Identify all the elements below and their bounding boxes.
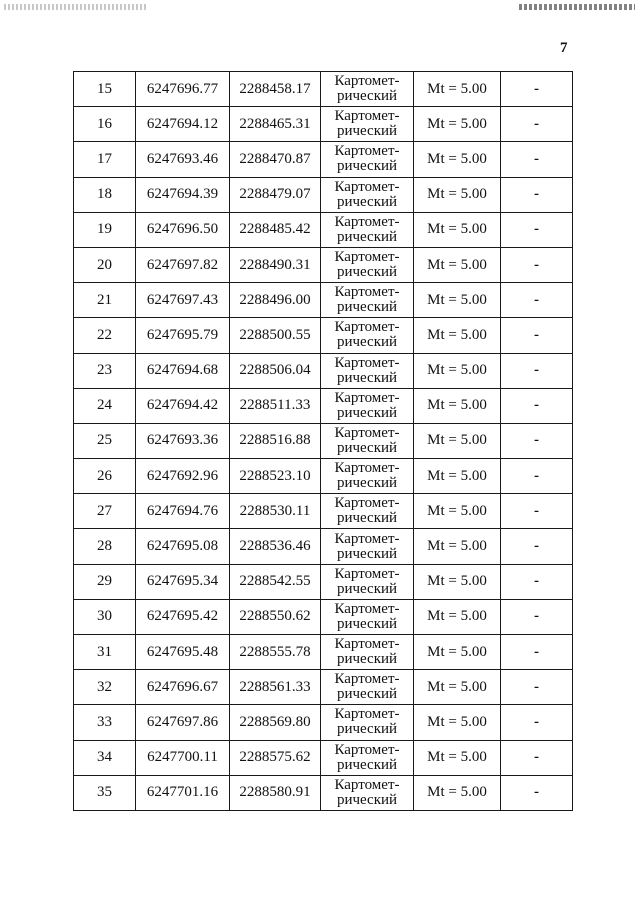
method-cell (321, 529, 414, 564)
table-row (74, 423, 573, 458)
method-line-1: Картомет- (334, 249, 400, 266)
x-coordinate-cell: 6247694.68 (136, 353, 230, 388)
accuracy-cell: Mt = 5.00 (414, 670, 501, 705)
x-coordinate-cell: 6247696.67 (136, 670, 230, 705)
point-number-cell: 26 (74, 459, 136, 494)
page-number: 7 (560, 40, 568, 56)
accuracy-cell: Mt = 5.00 (414, 635, 501, 670)
method-cell (321, 72, 414, 107)
table-row (74, 599, 573, 634)
method-cell (321, 775, 414, 810)
note-cell: - (501, 107, 573, 142)
x-coordinate-cell: 6247692.96 (136, 459, 230, 494)
method-line-2: рический (336, 721, 398, 738)
y-coordinate-cell: 2288511.33 (230, 388, 321, 423)
y-coordinate-cell: 2288569.80 (230, 705, 321, 740)
method-line-2: рический (336, 651, 398, 668)
note-cell: - (501, 388, 573, 423)
method-cell (321, 423, 414, 458)
method-line-2: рический (336, 299, 398, 316)
scan-header-artifact-right (519, 4, 635, 10)
method-line-2: рический (336, 439, 398, 456)
method-cell (321, 142, 414, 177)
point-number-cell: 23 (74, 353, 136, 388)
note-cell: - (501, 142, 573, 177)
table-row (74, 388, 573, 423)
method-cell (321, 283, 414, 318)
note-cell: - (501, 740, 573, 775)
method-cell (321, 670, 414, 705)
note-cell: - (501, 670, 573, 705)
method-line-2: рический (336, 510, 398, 527)
method-line-2: рический (336, 369, 398, 386)
y-coordinate-cell: 2288465.31 (230, 107, 321, 142)
note-cell: - (501, 353, 573, 388)
method-line-1: Картомет- (334, 565, 400, 582)
y-coordinate-cell: 2288516.88 (230, 423, 321, 458)
method-line-1: Картомет- (334, 108, 400, 125)
table-row (74, 705, 573, 740)
accuracy-cell: Mt = 5.00 (414, 107, 501, 142)
x-coordinate-cell: 6247697.43 (136, 283, 230, 318)
point-number-cell: 35 (74, 775, 136, 810)
note-cell: - (501, 177, 573, 212)
point-number-cell: 30 (74, 599, 136, 634)
method-cell (321, 740, 414, 775)
y-coordinate-cell: 2288496.00 (230, 283, 321, 318)
method-cell (321, 247, 414, 282)
y-coordinate-cell: 2288536.46 (230, 529, 321, 564)
method-line-2: рический (336, 228, 398, 245)
note-cell: - (501, 72, 573, 107)
point-number-cell: 17 (74, 142, 136, 177)
method-line-1: Картомет- (334, 389, 400, 406)
method-line-2: рический (336, 756, 398, 773)
x-coordinate-cell: 6247694.76 (136, 494, 230, 529)
coordinates-table (73, 71, 573, 811)
note-cell: - (501, 635, 573, 670)
method-line-2: рический (336, 123, 398, 140)
point-number-cell: 27 (74, 494, 136, 529)
accuracy-cell: Mt = 5.00 (414, 494, 501, 529)
method-cell (321, 494, 414, 529)
method-cell (321, 353, 414, 388)
table-row (74, 212, 573, 247)
method-line-1: Картомет- (334, 460, 400, 477)
method-cell (321, 635, 414, 670)
note-cell: - (501, 459, 573, 494)
x-coordinate-cell: 6247695.42 (136, 599, 230, 634)
method-line-1: Картомет- (334, 671, 400, 688)
method-line-1: Картомет- (334, 178, 400, 195)
note-cell: - (501, 247, 573, 282)
method-cell (321, 107, 414, 142)
point-number-cell: 21 (74, 283, 136, 318)
accuracy-cell: Mt = 5.00 (414, 247, 501, 282)
table-row (74, 635, 573, 670)
note-cell: - (501, 212, 573, 247)
x-coordinate-cell: 6247697.86 (136, 705, 230, 740)
x-coordinate-cell: 6247693.36 (136, 423, 230, 458)
method-cell (321, 318, 414, 353)
accuracy-cell: Mt = 5.00 (414, 740, 501, 775)
accuracy-cell: Mt = 5.00 (414, 599, 501, 634)
accuracy-cell: Mt = 5.00 (414, 177, 501, 212)
method-cell (321, 599, 414, 634)
note-cell: - (501, 529, 573, 564)
method-line-1: Картомет- (334, 741, 400, 758)
method-line-2: рический (336, 615, 398, 632)
x-coordinate-cell: 6247695.79 (136, 318, 230, 353)
method-line-1: Картомет- (334, 706, 400, 723)
accuracy-cell: Mt = 5.00 (414, 423, 501, 458)
accuracy-cell: Mt = 5.00 (414, 142, 501, 177)
method-line-1: Картомет- (334, 636, 400, 653)
method-cell (321, 177, 414, 212)
y-coordinate-cell: 2288458.17 (230, 72, 321, 107)
y-coordinate-cell: 2288542.55 (230, 564, 321, 599)
method-line-2: рический (336, 475, 398, 492)
table-row (74, 142, 573, 177)
x-coordinate-cell: 6247697.82 (136, 247, 230, 282)
table-row (74, 247, 573, 282)
note-cell: - (501, 283, 573, 318)
method-cell (321, 388, 414, 423)
point-number-cell: 29 (74, 564, 136, 599)
y-coordinate-cell: 2288506.04 (230, 353, 321, 388)
method-line-1: Картомет- (334, 319, 400, 336)
y-coordinate-cell: 2288580.91 (230, 775, 321, 810)
point-number-cell: 32 (74, 670, 136, 705)
y-coordinate-cell: 2288555.78 (230, 635, 321, 670)
accuracy-cell: Mt = 5.00 (414, 283, 501, 318)
point-number-cell: 28 (74, 529, 136, 564)
method-line-2: рический (336, 158, 398, 175)
x-coordinate-cell: 6247695.08 (136, 529, 230, 564)
note-cell: - (501, 705, 573, 740)
point-number-cell: 33 (74, 705, 136, 740)
accuracy-cell: Mt = 5.00 (414, 353, 501, 388)
x-coordinate-cell: 6247695.48 (136, 635, 230, 670)
method-line-1: Картомет- (334, 73, 400, 90)
table-row (74, 177, 573, 212)
accuracy-cell: Mt = 5.00 (414, 388, 501, 423)
accuracy-cell: Mt = 5.00 (414, 775, 501, 810)
note-cell: - (501, 564, 573, 599)
scan-header-artifact-left (4, 4, 146, 10)
accuracy-cell: Mt = 5.00 (414, 72, 501, 107)
method-line-2: рический (336, 580, 398, 597)
method-line-1: Картомет- (334, 530, 400, 547)
method-line-1: Картомет- (334, 284, 400, 301)
method-line-2: рический (336, 264, 398, 281)
point-number-cell: 24 (74, 388, 136, 423)
table-row (74, 459, 573, 494)
method-line-2: рический (336, 334, 398, 351)
note-cell: - (501, 775, 573, 810)
method-cell (321, 459, 414, 494)
x-coordinate-cell: 6247694.42 (136, 388, 230, 423)
x-coordinate-cell: 6247696.77 (136, 72, 230, 107)
method-line-1: Картомет- (334, 600, 400, 617)
point-number-cell: 31 (74, 635, 136, 670)
table-row (74, 318, 573, 353)
x-coordinate-cell: 6247700.11 (136, 740, 230, 775)
point-number-cell: 25 (74, 423, 136, 458)
point-number-cell: 15 (74, 72, 136, 107)
method-line-1: Картомет- (334, 495, 400, 512)
coordinates-table-body (74, 72, 573, 811)
x-coordinate-cell: 6247701.16 (136, 775, 230, 810)
point-number-cell: 34 (74, 740, 136, 775)
note-cell: - (501, 318, 573, 353)
x-coordinate-cell: 6247693.46 (136, 142, 230, 177)
y-coordinate-cell: 2288550.62 (230, 599, 321, 634)
note-cell: - (501, 423, 573, 458)
accuracy-cell: Mt = 5.00 (414, 564, 501, 599)
table-row (74, 283, 573, 318)
accuracy-cell: Mt = 5.00 (414, 705, 501, 740)
y-coordinate-cell: 2288479.07 (230, 177, 321, 212)
note-cell: - (501, 494, 573, 529)
x-coordinate-cell: 6247696.50 (136, 212, 230, 247)
method-cell (321, 705, 414, 740)
method-line-1: Картомет- (334, 776, 400, 793)
table-row (74, 107, 573, 142)
y-coordinate-cell: 2288561.33 (230, 670, 321, 705)
method-line-2: рический (336, 404, 398, 421)
table-row (74, 529, 573, 564)
y-coordinate-cell: 2288490.31 (230, 247, 321, 282)
method-line-2: рический (336, 88, 398, 105)
y-coordinate-cell: 2288470.87 (230, 142, 321, 177)
method-line-1: Картомет- (334, 424, 400, 441)
table-row (74, 564, 573, 599)
y-coordinate-cell: 2288523.10 (230, 459, 321, 494)
table-row (74, 353, 573, 388)
point-number-cell: 18 (74, 177, 136, 212)
note-cell: - (501, 599, 573, 634)
x-coordinate-cell: 6247694.12 (136, 107, 230, 142)
method-cell (321, 212, 414, 247)
method-line-2: рический (336, 686, 398, 703)
method-line-1: Картомет- (334, 143, 400, 160)
method-line-2: рический (336, 193, 398, 210)
method-cell (321, 564, 414, 599)
point-number-cell: 16 (74, 107, 136, 142)
table-row (74, 670, 573, 705)
accuracy-cell: Mt = 5.00 (414, 529, 501, 564)
y-coordinate-cell: 2288485.42 (230, 212, 321, 247)
point-number-cell: 20 (74, 247, 136, 282)
accuracy-cell: Mt = 5.00 (414, 459, 501, 494)
method-line-2: рический (336, 791, 398, 808)
accuracy-cell: Mt = 5.00 (414, 212, 501, 247)
table-row (74, 740, 573, 775)
y-coordinate-cell: 2288575.62 (230, 740, 321, 775)
method-line-1: Картомет- (334, 354, 400, 371)
method-line-2: рический (336, 545, 398, 562)
x-coordinate-cell: 6247695.34 (136, 564, 230, 599)
point-number-cell: 19 (74, 212, 136, 247)
table-row (74, 775, 573, 810)
method-line-1: Картомет- (334, 213, 400, 230)
accuracy-cell: Mt = 5.00 (414, 318, 501, 353)
x-coordinate-cell: 6247694.39 (136, 177, 230, 212)
point-number-cell: 22 (74, 318, 136, 353)
table-row (74, 72, 573, 107)
y-coordinate-cell: 2288500.55 (230, 318, 321, 353)
y-coordinate-cell: 2288530.11 (230, 494, 321, 529)
table-row (74, 494, 573, 529)
